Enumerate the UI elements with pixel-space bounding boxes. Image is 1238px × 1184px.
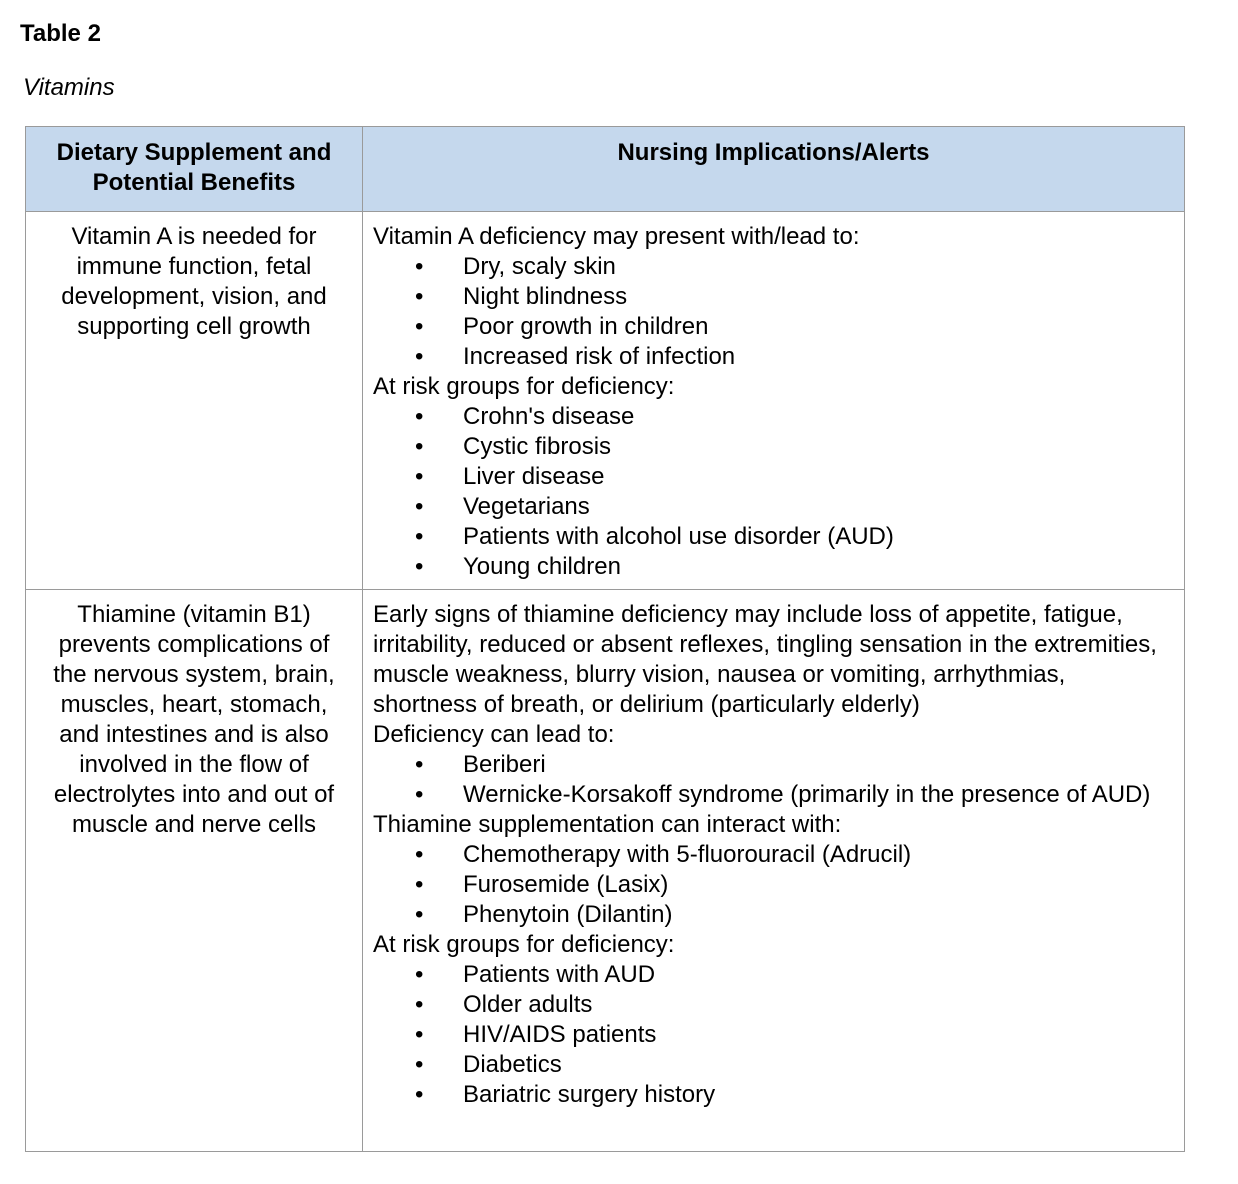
list-item: • Phenytoin (Dilantin) xyxy=(415,901,673,928)
list-item: • Vegetarians xyxy=(415,493,590,520)
list-item: • Bariatric surgery history xyxy=(415,1081,716,1108)
list-item: • Wernicke-Korsakoff syndrome (primarily in the presence of AUD) xyxy=(415,781,1151,808)
list-item: • Chemotherapy with 5-fluorouracil (Adrucil) xyxy=(415,841,912,868)
bullet-icon: • xyxy=(415,313,424,340)
bullet-icon: • xyxy=(415,871,424,898)
list-item: • Patients with AUD xyxy=(415,961,656,988)
list-item: • Patients with alcohol use disorder (AUD) xyxy=(415,523,894,550)
bullet-icon: • xyxy=(415,433,424,460)
deficiency-intro: Vitamin A deficiency may present with/lead to: xyxy=(373,223,860,250)
bullet-icon: • xyxy=(415,1081,424,1108)
list-item: • Beriberi xyxy=(415,751,546,778)
bullet-icon: • xyxy=(415,901,424,928)
list-item: • Diabetics xyxy=(415,1051,562,1078)
table-row-vitamin-a xyxy=(26,212,1185,590)
table-row-thiamine xyxy=(26,590,1185,1152)
list-item: • HIV/AIDS patients xyxy=(415,1021,657,1048)
bullet-icon: • xyxy=(415,343,424,370)
supplement-text: Thiamine (vitamin B1) prevents complications of the nervous system, brain, muscles, heart, stomach, and intestines and is also involved in the flow of electrolytes into and out of muscle and nerve cells xyxy=(53,601,335,838)
risk-list xyxy=(373,402,1174,582)
list-item: • Cystic fibrosis xyxy=(415,433,612,460)
list-item: • Crohn's disease xyxy=(415,403,635,430)
bullet-icon: • xyxy=(415,463,424,490)
bullet-icon: • xyxy=(415,403,424,430)
header-supplement: Dietary Supplement and Potential Benefits xyxy=(26,127,363,212)
header-nursing-implications: Nursing Implications/Alerts xyxy=(363,127,1185,212)
supplement-cell xyxy=(26,590,363,1152)
list-item: • Liver disease xyxy=(415,463,605,490)
list-item: • Furosemide (Lasix) xyxy=(415,871,669,898)
lead-heading: Deficiency can lead to: xyxy=(373,721,615,748)
bullet-icon: • xyxy=(415,283,424,310)
bullet-icon: • xyxy=(415,751,424,778)
lead-list xyxy=(373,750,1174,810)
bullet-icon: • xyxy=(415,961,424,988)
bullet-icon: • xyxy=(415,493,424,520)
list-item: • Poor growth in children xyxy=(415,313,709,340)
interact-heading: Thiamine supplementation can interact with: xyxy=(373,811,842,838)
list-item: • Young children xyxy=(415,553,621,580)
list-item: • Dry, scaly skin xyxy=(415,253,616,280)
bullet-icon: • xyxy=(415,523,424,550)
risk-heading: At risk groups for deficiency: xyxy=(373,931,675,958)
bullet-icon: • xyxy=(415,1051,424,1078)
implications-cell xyxy=(363,212,1185,590)
list-item: • Older adults xyxy=(415,991,593,1018)
interact-list xyxy=(373,840,1174,930)
deficiency-list xyxy=(373,252,1174,372)
list-item: • Night blindness xyxy=(415,283,628,310)
supplement-cell xyxy=(26,212,363,590)
table-caption: Vitamins xyxy=(23,74,115,101)
table-label: Table 2 xyxy=(20,20,101,47)
vitamins-table xyxy=(25,126,1185,1152)
bullet-icon: • xyxy=(415,253,424,280)
implications-cell xyxy=(363,590,1185,1152)
bullet-icon: • xyxy=(415,553,424,580)
bullet-icon: • xyxy=(415,991,424,1018)
bullet-icon: • xyxy=(415,781,424,808)
header-row xyxy=(26,127,1185,212)
risk-list xyxy=(373,960,1174,1110)
early-signs-text: Early signs of thiamine deficiency may include loss of appetite, fatigue, irritability, reduced or absent reflexes, tingling sensation in the extremities, muscle weakness, blurry vision, nausea or vomiting, arrhythmias, shortness of breath, or delirium (particularly elderly) xyxy=(373,601,1157,718)
bullet-icon: • xyxy=(415,1021,424,1048)
risk-heading: At risk groups for deficiency: xyxy=(373,373,675,400)
supplement-text: Vitamin A is needed for immune function, fetal development, vision, and supporting cell growth xyxy=(61,223,327,340)
list-item: • Increased risk of infection xyxy=(415,343,736,370)
bullet-icon: • xyxy=(415,841,424,868)
